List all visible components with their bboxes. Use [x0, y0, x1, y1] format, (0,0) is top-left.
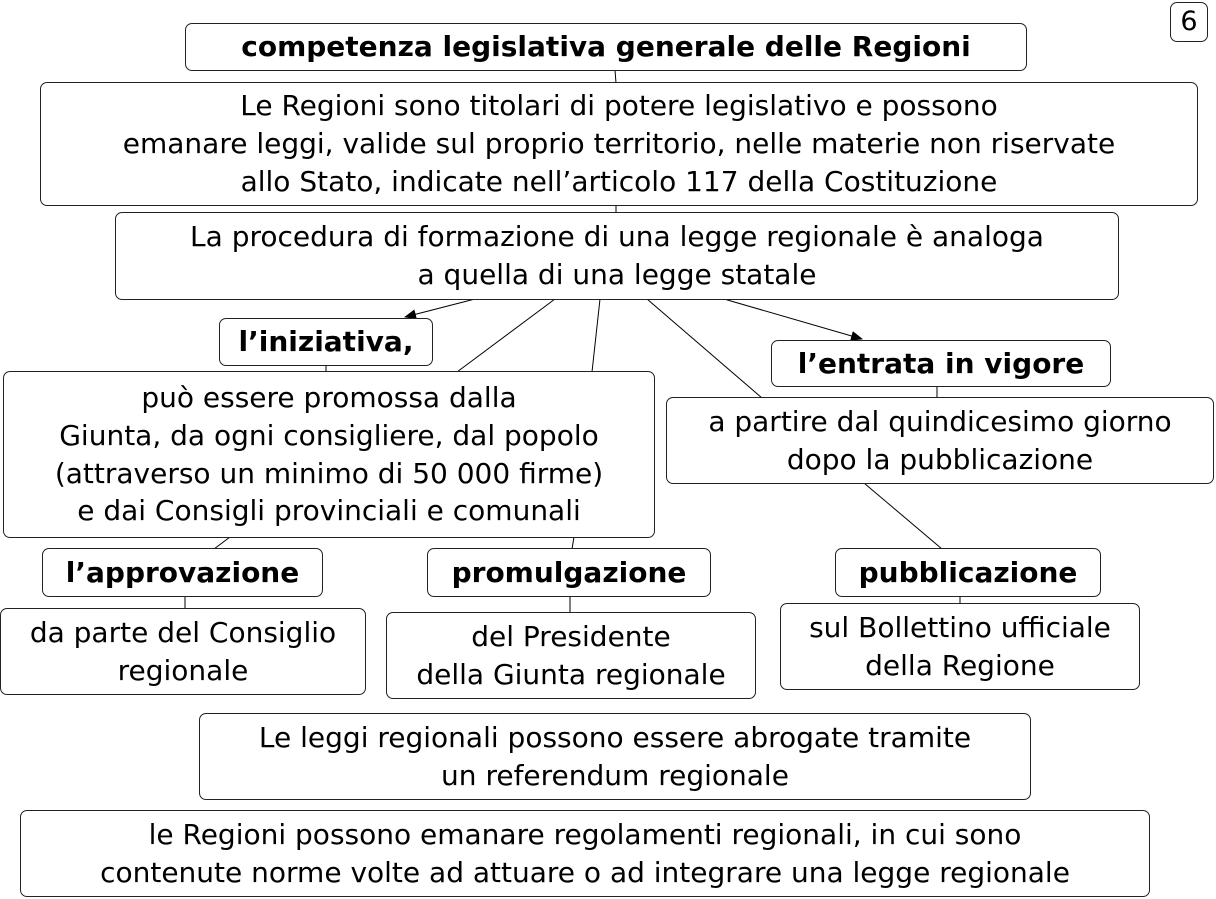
entry-into-force-label: l’entrata in vigore: [771, 340, 1111, 387]
connector-procedure-promulgation: [592, 299, 600, 372]
initiative-label: l’iniziativa,: [219, 318, 433, 366]
publication-label: pubblicazione: [835, 548, 1101, 597]
referendum-note: Le leggi regionali possono essere abrogate tramite un referendum regionale: [199, 713, 1031, 800]
arrow-procedure-entry: [724, 299, 862, 339]
entry-into-force-text: a partire dal quindicesimo giorno dopo la pubblicazione: [666, 397, 1214, 484]
connector-entry-publication: [864, 483, 942, 549]
intro-node: Le Regioni sono titolari di potere legislativo e possono emanare leggi, valide sul proprio territorio, nelle materie non riservate allo Stato, indicate nell’articolo 117 della Costituzione: [40, 82, 1198, 206]
promulgation-label: promulgazione: [427, 548, 711, 597]
connector-procedure-publication: [647, 299, 762, 398]
connector-procedure-approval: [457, 299, 555, 372]
publication-text: sul Bollettino ufficiale della Regione: [780, 603, 1140, 690]
approval-label: l’approvazione: [42, 548, 323, 597]
approval-text: da parte del Consiglio regionale: [0, 608, 366, 695]
page-number: 6: [1170, 2, 1208, 42]
initiative-text: può essere promossa dalla Giunta, da ogni consigliere, dal popolo (attraverso un minimo di 50 000 firme) e dai Consigli provinciali e comunali: [3, 371, 655, 538]
regulations-note: le Regioni possono emanare regolamenti regionali, in cui sono contenute norme volte ad attuare o ad integrare una legge regionale: [20, 810, 1150, 897]
promulgation-text: del Presidente della Giunta regionale: [386, 612, 756, 699]
procedure-node: La procedura di formazione di una legge regionale è analoga a quella di una legge statale: [115, 212, 1119, 300]
arrow-procedure-initiative: [405, 299, 475, 317]
title-node: competenza legislativa generale delle Regioni: [185, 23, 1027, 71]
